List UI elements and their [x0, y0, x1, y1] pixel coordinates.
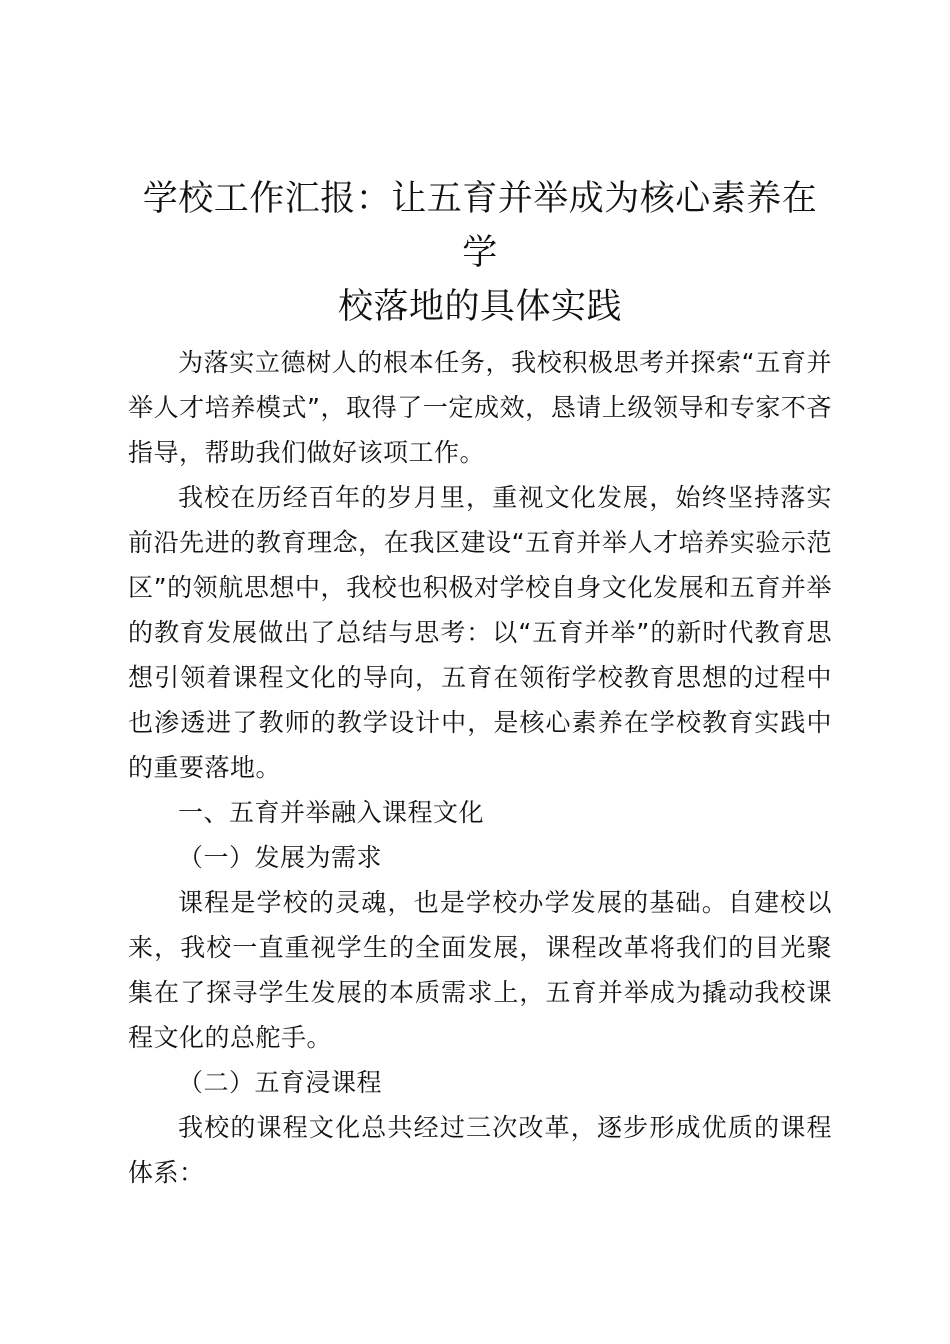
subsection-heading-2: （二）五育浸课程 [178, 1068, 383, 1097]
title-line-2: 校落地的具体实践 [337, 287, 622, 327]
document-title [128, 172, 832, 334]
section-heading-1: 一、五育并举融入课程文化 [178, 798, 485, 827]
title-line-1: 学校工作汇报：让五育并举成为核心素养在学 [142, 179, 818, 273]
background-paragraph: 我校在历经百年的岁月里，重视文化发展，始终坚持落实前沿先进的教育理念，在我区建设“五育并举人才培养实验示范区”的领航思想中，我校也积极对学校自身文化发展和五育并举的教育发展做出了总结与思考：以“五育并举”的新时代教育思想引领着课程文化的导向，五育在领衔学校教育思想的过程中也渗透进了教师的教学设计中，是核心素养在学校教育实践中的重要落地。 [128, 483, 832, 782]
subsection-2-paragraph: 我校的课程文化总共经过三次改革，逐步形成优质的课程体系： [128, 1113, 832, 1187]
document-body [128, 340, 832, 1195]
document-page [128, 172, 832, 1195]
subsection-1-paragraph: 课程是学校的灵魂，也是学校办学发展的基础。自建校以来，我校一直重视学生的全面发展，课程改革将我们的目光聚集在了探寻学生发展的本质需求上，五育并举成为撬动我校课程文化的总舵手。 [128, 888, 832, 1052]
intro-paragraph: 为落实立德树人的根本任务，我校积极思考并探索“五育并举人才培养模式”，取得了一定成效，恳请上级领导和专家不吝指导，帮助我们做好该项工作。 [128, 348, 832, 467]
subsection-heading-1: （一）发展为需求 [178, 843, 383, 872]
